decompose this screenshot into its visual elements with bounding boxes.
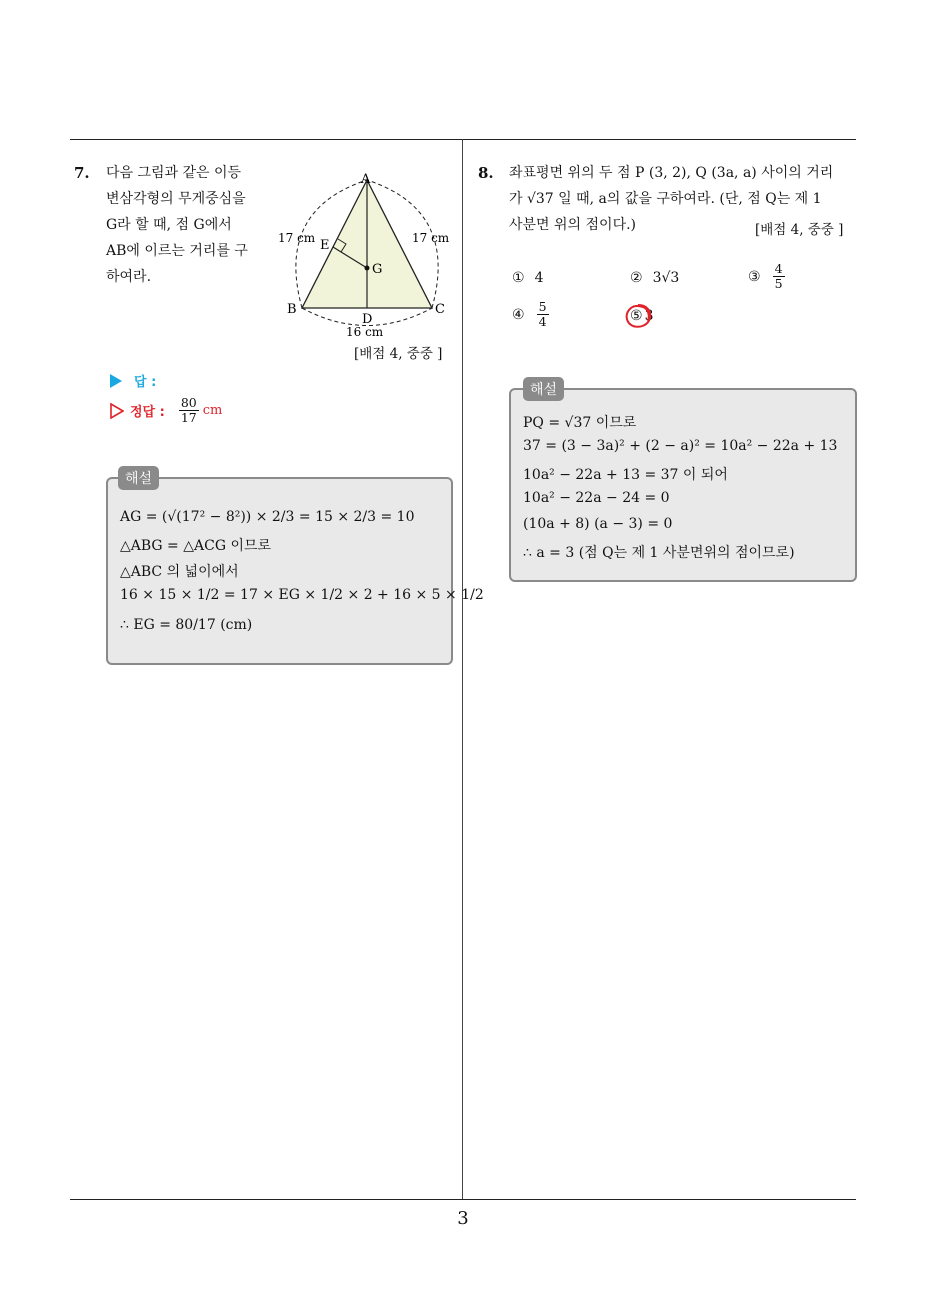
solution-line: 10a² − 22a + 13 = 37 이 되어 bbox=[523, 467, 728, 483]
solution-line: ∴ a = 3 (점 Q는 제 1 사분면위의 점이므로) bbox=[523, 545, 795, 561]
q8-solution-tag: 해설 bbox=[523, 377, 564, 401]
q7-text-line: G라 할 때, 점 G에서 bbox=[106, 217, 232, 233]
q7-correct-row bbox=[110, 396, 222, 425]
solution-line: △ABC 의 넓이에서 bbox=[120, 564, 239, 580]
q7-score: [배점 4, 중중 ] bbox=[354, 346, 443, 362]
choice-4[interactable] bbox=[512, 300, 551, 329]
choice-value: 4 bbox=[534, 270, 544, 286]
q7-text bbox=[106, 160, 266, 290]
choice-1[interactable] bbox=[512, 270, 543, 286]
label-d: D bbox=[362, 312, 373, 327]
solution-line: △ABG = △ACG 이므로 bbox=[120, 538, 272, 554]
solution-line: 10a² − 22a − 24 = 0 bbox=[523, 490, 670, 506]
solution-line: (10a + 8) (a − 3) = 0 bbox=[523, 516, 673, 532]
correct-answer-unit: cm bbox=[202, 403, 223, 418]
open-arrow-icon bbox=[110, 403, 124, 419]
choice-fraction bbox=[537, 300, 549, 329]
fraction-numerator: 80 bbox=[180, 395, 197, 410]
choice-mark: ④ bbox=[512, 306, 525, 323]
label-e: E bbox=[320, 238, 330, 253]
choice-mark: ① bbox=[512, 270, 525, 286]
label-a: A bbox=[361, 172, 371, 187]
q8-text-line: 가 √37 일 때, a의 값을 구하여라. (단, 점 Q는 제 1 bbox=[509, 191, 822, 207]
correct-answer-label: 정답 : bbox=[130, 405, 165, 420]
choice-mark: ⑤ bbox=[630, 308, 643, 324]
header-rule bbox=[70, 139, 856, 140]
solution-line: PQ = √37 이므로 bbox=[523, 415, 637, 431]
choice-mark: ③ bbox=[748, 268, 761, 285]
solution-line: ∴ EG = 80/17 (cm) bbox=[120, 617, 253, 633]
q7-solution-tag: 해설 bbox=[118, 466, 159, 490]
correct-answer-fraction bbox=[179, 396, 199, 425]
fraction-denominator: 17 bbox=[180, 410, 197, 425]
q8-solution-box bbox=[509, 388, 857, 582]
play-arrow-icon bbox=[110, 374, 122, 388]
point-g bbox=[365, 266, 370, 271]
footer-rule bbox=[70, 1199, 856, 1200]
solution-line: 16 × 15 × 1/2 = 17 × EG × 1/2 × 2 + 16 × 5 × 1/2 bbox=[120, 587, 484, 603]
fraction-denominator: 5 bbox=[774, 276, 783, 291]
q7-answer-row bbox=[110, 371, 156, 390]
page-number: 3 bbox=[457, 1208, 469, 1229]
label-b: B bbox=[287, 302, 297, 317]
fraction-numerator: 4 bbox=[774, 261, 783, 276]
answer-label: 답 : bbox=[134, 375, 157, 390]
label-right-side: 17 cm bbox=[412, 231, 450, 245]
q7-solution-box bbox=[106, 477, 484, 665]
choice-value: 3 bbox=[644, 308, 654, 324]
q7-text-line: 다음 그림과 같은 이등 bbox=[106, 165, 242, 181]
q8-score: [배점 4, 중중 ] bbox=[755, 222, 844, 238]
label-g: G bbox=[372, 262, 383, 277]
solution-line: AG = (√(17² − 8²)) × 2/3 = 15 × 2/3 = 10 bbox=[120, 509, 415, 525]
q8-number: 8. bbox=[478, 164, 494, 182]
q7-text-line: 변삼각형의 무게중심을 bbox=[106, 191, 246, 207]
label-base: 16 cm bbox=[346, 325, 384, 339]
solution-line: 37 = (3 − 3a)² + (2 − a)² = 10a² − 22a + 13 bbox=[523, 438, 838, 454]
label-left-side: 17 cm bbox=[278, 231, 316, 245]
choice-2[interactable] bbox=[630, 270, 679, 286]
fraction-numerator: 5 bbox=[538, 299, 547, 314]
q7-number: 7. bbox=[74, 164, 90, 182]
selected-answer-circle-icon bbox=[623, 302, 653, 330]
choice-fraction bbox=[773, 262, 785, 291]
q7-text-line: 하여라. bbox=[106, 269, 152, 285]
label-c: C bbox=[435, 302, 445, 317]
q7-text-line: AB에 이르는 거리를 구 bbox=[106, 243, 248, 259]
triangle-figure bbox=[270, 165, 460, 345]
q8-text-line: 사분면 위의 점이다.) bbox=[509, 217, 637, 233]
column-divider bbox=[462, 139, 463, 1199]
fraction-denominator: 4 bbox=[538, 314, 547, 329]
q8-text-line: 좌표평면 위의 두 점 P (3, 2), Q (3a, a) 사이의 거리 bbox=[509, 165, 834, 181]
choice-value: 3√3 bbox=[652, 270, 680, 286]
choice-mark: ② bbox=[630, 270, 643, 286]
choice-3[interactable] bbox=[748, 262, 787, 291]
